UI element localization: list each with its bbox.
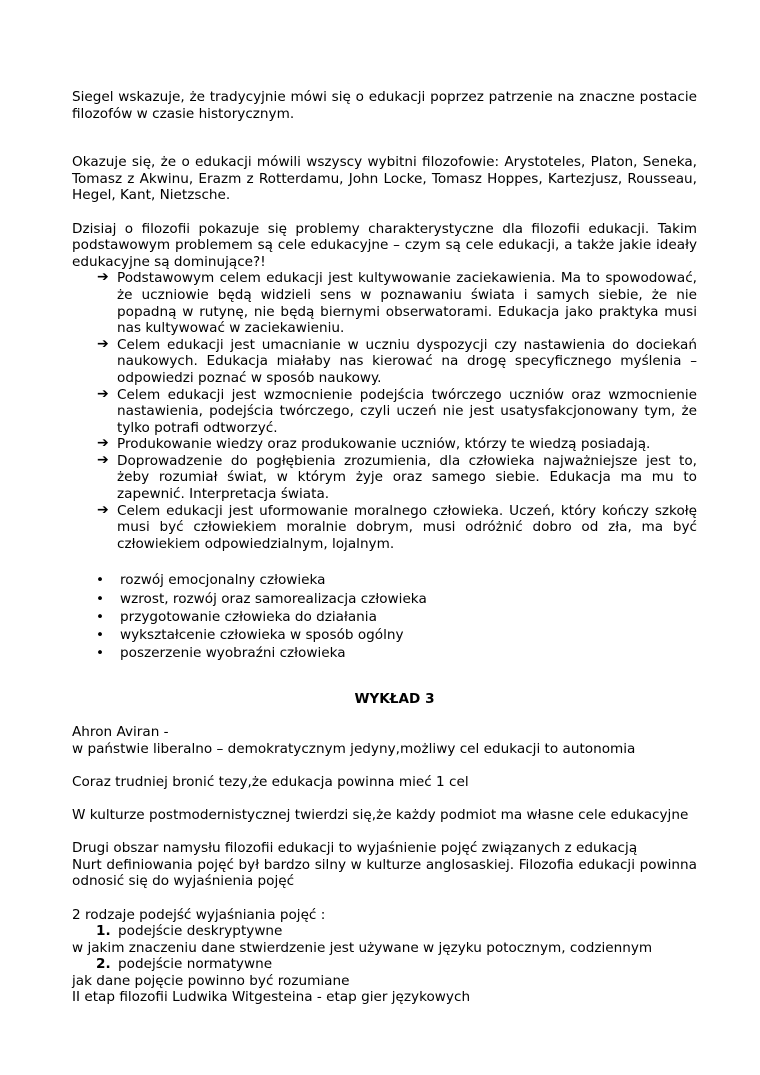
lecture-line: Ahron Aviran - (72, 723, 169, 740)
list-item: ➔ Podstawowym celem edukacji jest kultywowanie zaciekawienia. Ma to spowodować, że uczniowie będą widzieli sens w poznawaniu świata i samych siebie, że nie popadną w rutynę, nie będą biernymi obserwatorami. Edukacja jako praktyka musi nas kultywować w zaciekawieniu. (97, 269, 697, 337)
lecture-line: w jakim znaczeniu dane stwierdzenie jest używane w języku potocznym, codziennym (72, 939, 653, 956)
arrow-list (72, 270, 697, 552)
lecture-line: Coraz trudniej bronić tezy,że edukacja powinna mieć 1 cel (72, 773, 469, 790)
arrow-icon: ➔ (97, 451, 109, 468)
lecture-line: w państwie liberalno – demokratycznym jedyny,możliwy cel edukacji to autonomia (72, 740, 636, 757)
arrow-icon: ➔ (97, 385, 109, 402)
lecture-line: Nurt definiowania pojęć był bardzo silny w kulturze anglosaskiej. Filozofia edukacji powinna odnosić się do wyjaśnienia pojęć (72, 856, 697, 890)
list-item: • rozwój emocjonalny człowieka (96, 572, 326, 589)
lecture-heading: WYKŁAD 3 (354, 691, 435, 708)
arrow-icon: ➔ (97, 269, 109, 286)
list-item: • wykształcenie człowieka w sposób ogólny (96, 627, 404, 643)
bullet-icon: • (96, 608, 105, 625)
document-page (72, 89, 697, 1006)
bullet-icon: • (96, 645, 105, 662)
numbered-item: 1. podejście deskryptywne (96, 923, 283, 940)
bullet-icon: • (96, 572, 105, 589)
paragraph-problems: Dzisiaj o filozofii pokazuje się problemy charakterystyczne dla filozofii edukacji. Takim podstawowym problemem są cele edukacyjne – czym są cele edukacji, a także jakie ideały edukacyjne są dominujące?! (72, 220, 697, 270)
arrow-icon: ➔ (97, 501, 109, 518)
paragraph-siegel: Siegel wskazuje, że tradycyjnie mówi się o edukacji poprzez patrzenie na znaczne postacie filozofów w czasie historycznym. (72, 89, 697, 122)
bullet-icon: • (96, 590, 105, 607)
list-item: • poszerzenie wyobraźni człowieka (96, 645, 346, 662)
lecture-line: Drugi obszar namysłu filozofii edukacji to wyjaśnienie pojęć związanych z edukacją (72, 840, 638, 857)
paragraph-philosophers: Okazuje się, że o edukacji mówili wszyscy wybitni filozofowie: Arystoteles, Platon, Seneka, Tomasz z Akwinu, Erazm z Rotterdamu, John Locke, Tomasz Hoppes, Kartezjusz, Rousseau, Hegel, Kant, Nietzsche. (72, 154, 697, 204)
bullet-list (72, 572, 697, 661)
item-number: 1. (96, 923, 111, 940)
bullet-icon: • (96, 627, 105, 643)
list-item: • przygotowanie człowieka do działania (96, 608, 377, 625)
list-item: ➔ Doprowadzenie do pogłębienia zrozumienia, dla człowieka najważniejsze jest to, żeby rozumiał świat, w którym żyje oraz samego siebie. Edukacja ma mu to zapewnić. Interpretacja świata. (97, 451, 697, 503)
list-item: ➔ Celem edukacji jest uformowanie moralnego człowieka. Uczeń, który kończy szkołę musi być człowiekiem moralnie dobrym, musi odróżnić dobro od zła, ma być człowiekiem odpowiedzialnym, lojalnym. (97, 501, 697, 552)
arrow-icon: ➔ (97, 335, 109, 352)
list-item: ➔ Produkowanie wiedzy oraz produkowanie uczniów, którzy te wiedzą posiadają. (97, 435, 651, 453)
lecture-line: II etap filozofii Ludwika Witgesteina - etap gier językowych (72, 989, 471, 1006)
lecture-line: 2 rodzaje podejść wyjaśniania pojęć : (72, 906, 326, 923)
lecture-line: jak dane pojęcie powinno być rozumiane (72, 972, 350, 989)
lecture-line: W kulturze postmodernistycznej twierdzi się,że każdy podmiot ma własne cele edukacyjne (72, 806, 689, 823)
list-item: ➔ Celem edukacji jest wzmocnienie podejścia twórczego uczniów oraz wzmocnienie nastawienia, podejścia twórczego, czyli uczeń nie jest usatysfakcjonowany tym, że tylko potrafi odtworzyć. (97, 385, 697, 436)
numbered-item: 2. podejście normatywne (96, 956, 273, 973)
arrow-icon: ➔ (97, 435, 109, 452)
list-item: ➔ Celem edukacji jest umacnianie w uczniu dyspozycji czy nastawienia do dociekań naukowych. Edukacja miałaby nas kierować na drogę specyficznego myślenia – odpowiedzi poznać w sposób naukowy. (97, 335, 697, 386)
item-number: 2. (96, 956, 111, 973)
list-item: • wzrost, rozwój oraz samorealizacja człowieka (96, 590, 427, 607)
